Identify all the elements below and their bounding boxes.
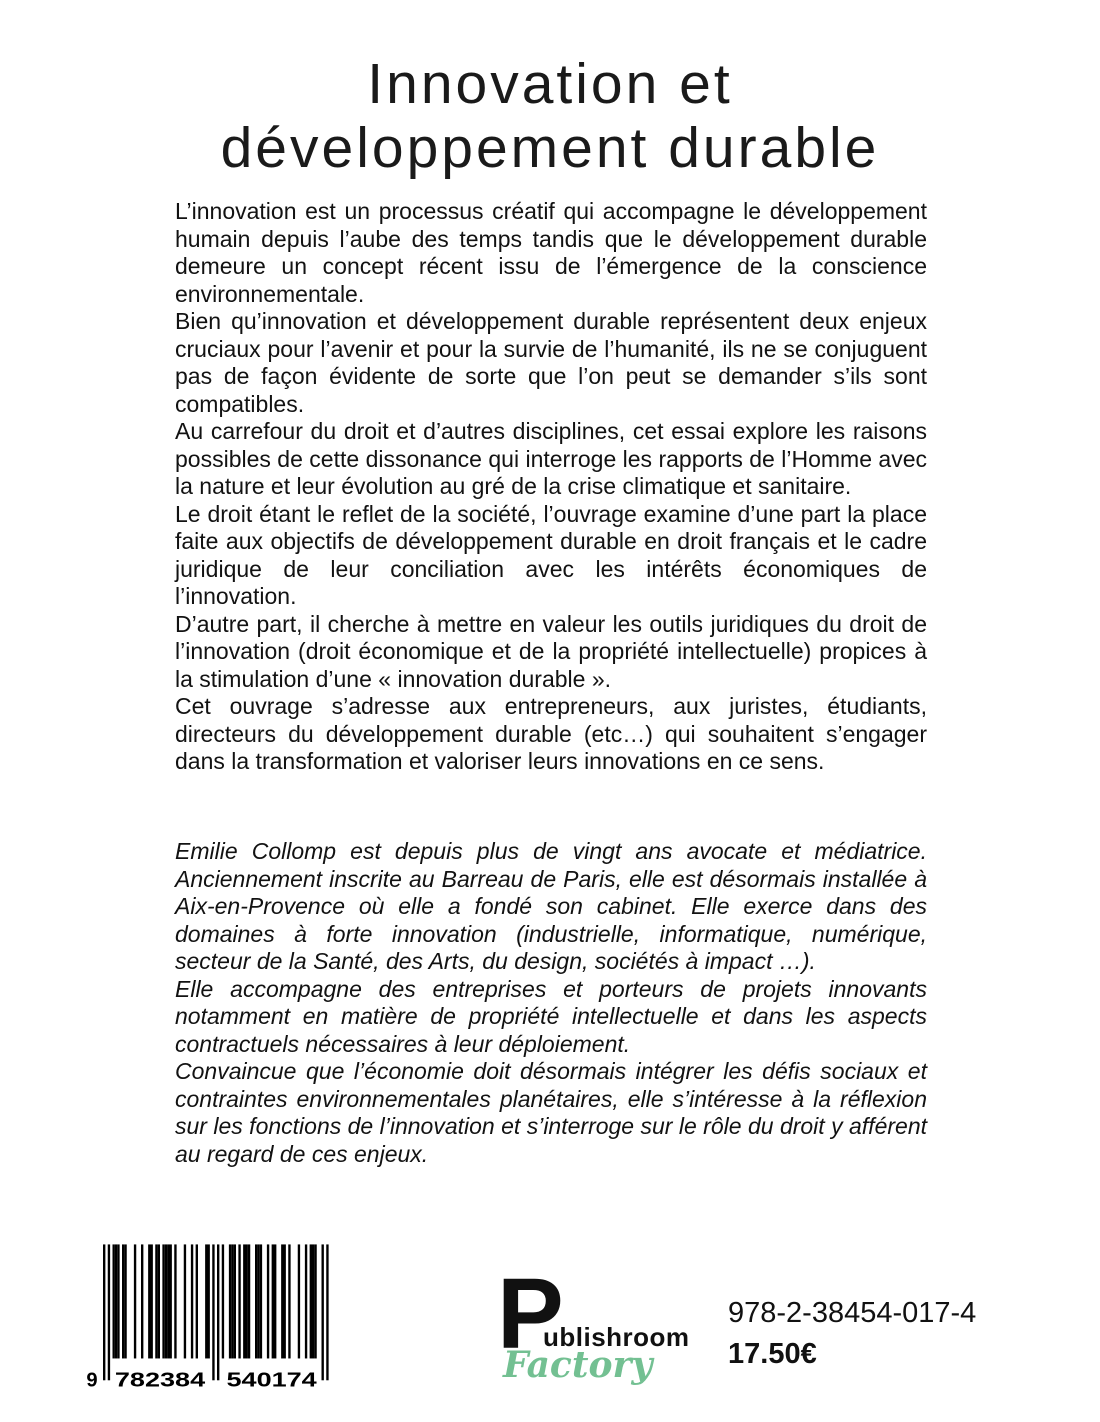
paragraph: Elle accompagne des entreprises et porteurs de projets innovants notamment en matière de propriété intellectuelle et dans les aspects contractuels nécessaires à leur déploiement.: [175, 975, 927, 1057]
barcode-svg: [84, 1242, 350, 1390]
publisher-logo-name: ublishroom: [543, 1322, 690, 1352]
paragraph: Emilie Collomp est depuis plus de vingt ans avocate et médiatrice. Anciennement inscrite au Barreau de Paris, elle est désormais installée à Aix-en-Provence où elle a fondé son cabinet. Elle exerce dans des domaines à forte innovation (industrielle, informatique, numérique, secteur de la Santé, des Arts, du design, sociétés à impact …).: [175, 838, 927, 974]
paragraph: Le droit étant le reflet de la société, l’ouvrage examine d’une part la place faite aux objectifs de développement durable en droit français et le cadre juridique de leur conciliation avec les intérêts économiques de l’innovation.: [175, 500, 927, 609]
price: 17.50€: [728, 1338, 817, 1370]
barcode-digit-first: 9: [86, 1369, 98, 1390]
paragraph: Au carrefour du droit et d’autres disciplines, cet essai explore les raisons possibles de cette dissonance qui interroge les rapports de l’Homme avec la nature et leur évolution au gré de la crise climatique et sanitaire.: [175, 418, 927, 499]
paragraph: Convaincue que l’économie doit désormais intégrer les défis sociaux et contraintes environnementales planétaires, elle s’intéresse à la réflexion sur les fonctions de l’innovation et s’interroge sur le rôle du droit y afférent au regard de ces enjeux.: [175, 1058, 927, 1167]
barcode-digits-left: 782384: [114, 1369, 206, 1390]
paragraph: Cet ouvrage s’adresse aux entrepreneurs, aux juristes, étudiants, directeurs du développement durable (etc…) qui souhaitent s’engager dans la transformation et valoriser leurs innovations en ce sens.: [175, 693, 927, 774]
author-bio-text: [175, 838, 927, 1168]
publisher-logo-factory: Factory: [503, 1344, 653, 1386]
title-line-2: développement durable: [220, 116, 880, 180]
publisher-logo-initial: P: [497, 1258, 564, 1370]
paragraph: Bien qu’innovation et développement durable représentent deux enjeux cruciaux pour l’avenir et pour la survie de l’humanité, ils ne se conjuguent pas de façon évidente de sorte que l’on peut se demander s’ils sont compatibles.: [175, 308, 927, 417]
book-title: [0, 52, 1100, 180]
isbn-price-block: [728, 1293, 976, 1375]
paragraph: L’innovation est un processus créatif qui accompagne le développement humain depuis l’aube des temps tandis que le développement durable demeure un concept récent issu de l’émergence de la conscience environnementale.: [175, 198, 927, 307]
isbn-number: 978-2-38454-017-4: [728, 1297, 977, 1329]
title-line-1: Innovation et: [367, 52, 733, 116]
ean13-barcode: [84, 1242, 350, 1390]
paragraph: D’autre part, il cherche à mettre en valeur les outils juridiques du droit de l’innovation (droit économique et de la propriété intellectuelle) propices à la stimulation d’une « innovation durable ».: [175, 610, 927, 692]
synopsis-text: [175, 198, 927, 776]
publisher-logo: [497, 1258, 690, 1388]
barcode-digits-right: 540174: [226, 1369, 318, 1390]
